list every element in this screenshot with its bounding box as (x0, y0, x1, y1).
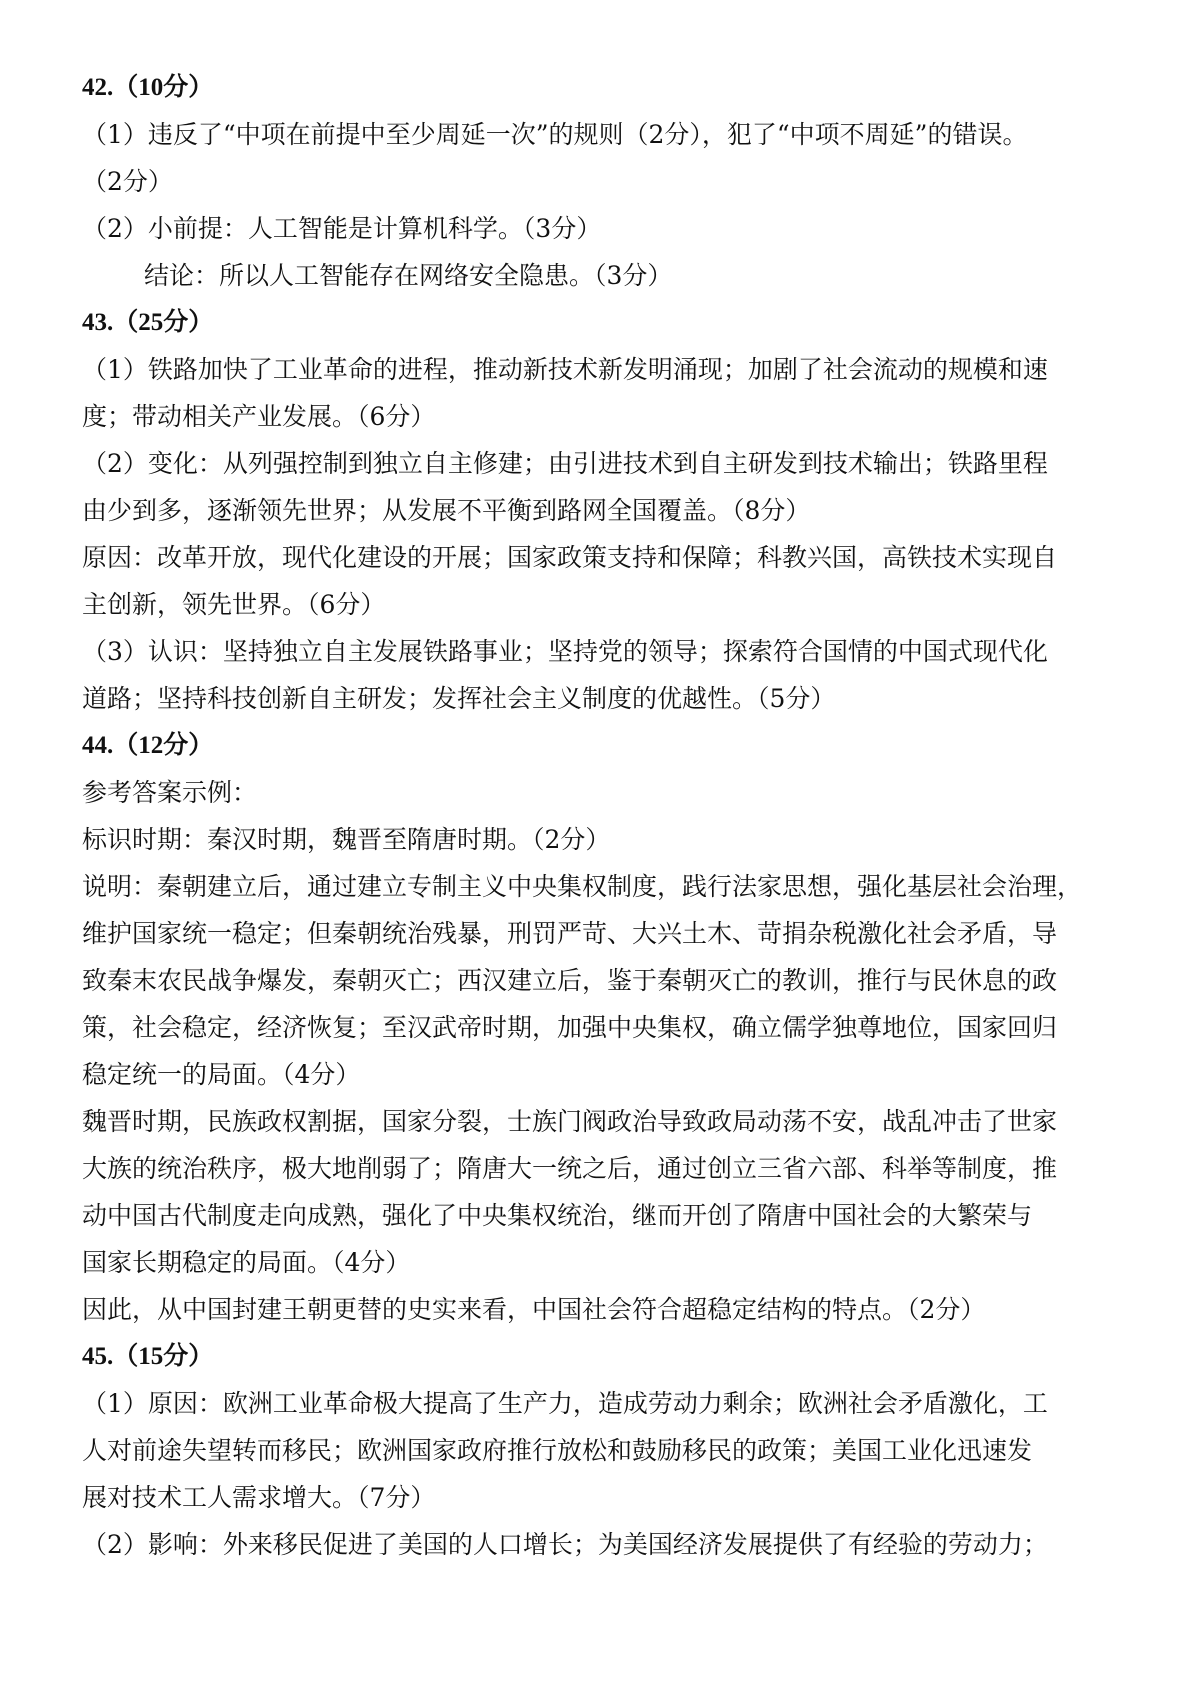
answer-text-line: 道路；坚持科技创新自主研发；发挥社会主义制度的优越性。（5分） (82, 684, 836, 713)
answer-text-line: 策，社会稳定，经济恢复；至汉武帝时期，加强中央集权，确立儒学独尊地位，国家回归 (82, 1013, 1058, 1042)
answer-text-line: （2）影响：外来移民促进了美国的人口增长；为美国经济发展提供了有经验的劳动力； (82, 1530, 1048, 1559)
answer-text-line: （2）小前提：人工智能是计算机科学。（3分） (82, 214, 602, 243)
answer-text-line: （1）原因：欧洲工业革命极大提高了生产力，造成劳动力剩余；欧洲社会矛盾激化，工 (82, 1389, 1048, 1418)
answer-text-line: 结论：所以人工智能存在网络安全隐患。（3分） (144, 261, 673, 290)
answer-text-line: 标识时期：秦汉时期，魏晋至隋唐时期。（2分） (82, 825, 611, 854)
answer-text-line: 因此，从中国封建王朝更替的史实来看，中国社会符合超稳定结构的特点。（2分） (82, 1295, 986, 1324)
answer-text-line: （2分） (82, 167, 173, 196)
answer-key-page (82, 64, 1122, 1568)
answer-text-line: 动中国古代制度走向成熟，强化了中央集权统治，继而开创了隋唐中国社会的大繁荣与 (82, 1201, 1033, 1230)
answer-text-line: （1）铁路加快了工业革命的进程，推动新技术新发明涌现；加剧了社会流动的规模和速 (82, 355, 1048, 384)
question-44-heading: 44.（12分） (82, 732, 214, 759)
answer-text-line: （2）变化：从列强控制到独立自主修建；由引进技术到自主研发到技术输出；铁路里程 (82, 449, 1048, 478)
answer-text-line: 国家长期稳定的局面。（4分） (82, 1248, 411, 1277)
answer-text-line: 说明：秦朝建立后，通过建立专制主义中央集权制度，践行法家思想，强化基层社会治理， (82, 872, 1083, 901)
answer-text-line: （3）认识：坚持独立自主发展铁路事业；坚持党的领导；探索符合国情的中国式现代化 (82, 637, 1048, 666)
answer-text-line: 参考答案示例： (82, 778, 258, 807)
answer-text-line: （1）违反了“中项在前提中至少周延一次”的规则（2分），犯了“中项不周延”的错误。 (82, 120, 1028, 149)
answer-text-line: 人对前途失望转而移民；欧洲国家政府推行放松和鼓励移民的政策；美国工业化迅速发 (82, 1436, 1033, 1465)
answer-text-line: 主创新，领先世界。（6分） (82, 590, 386, 619)
answer-text-line: 魏晋时期，民族政权割据，国家分裂，士族门阀政治导致政局动荡不安，战乱冲击了世家 (82, 1107, 1058, 1136)
question-43-heading: 43.（25分） (82, 309, 214, 336)
question-42-heading: 42.（10分） (82, 74, 214, 101)
question-45-heading: 45.（15分） (82, 1343, 214, 1370)
answer-text-line: 原因：改革开放，现代化建设的开展；国家政策支持和保障；科教兴国，高铁技术实现自 (82, 543, 1058, 572)
answer-text-line: 大族的统治秩序，极大地削弱了；隋唐大一统之后，通过创立三省六部、科举等制度，推 (82, 1154, 1058, 1183)
answer-text-line: 展对技术工人需求增大。（7分） (82, 1483, 436, 1512)
answer-text-line: 维护国家统一稳定；但秦朝统治残暴，刑罚严苛、大兴土木、苛捐杂税激化社会矛盾，导 (82, 919, 1058, 948)
answer-text-line: 稳定统一的局面。（4分） (82, 1060, 361, 1089)
answer-text-line: 由少到多，逐渐领先世界；从发展不平衡到路网全国覆盖。（8分） (82, 496, 811, 525)
answer-text-line: 度；带动相关产业发展。（6分） (82, 402, 436, 431)
answer-text-line: 致秦末农民战争爆发，秦朝灭亡；西汉建立后，鉴于秦朝灭亡的教训，推行与民休息的政 (82, 966, 1058, 995)
